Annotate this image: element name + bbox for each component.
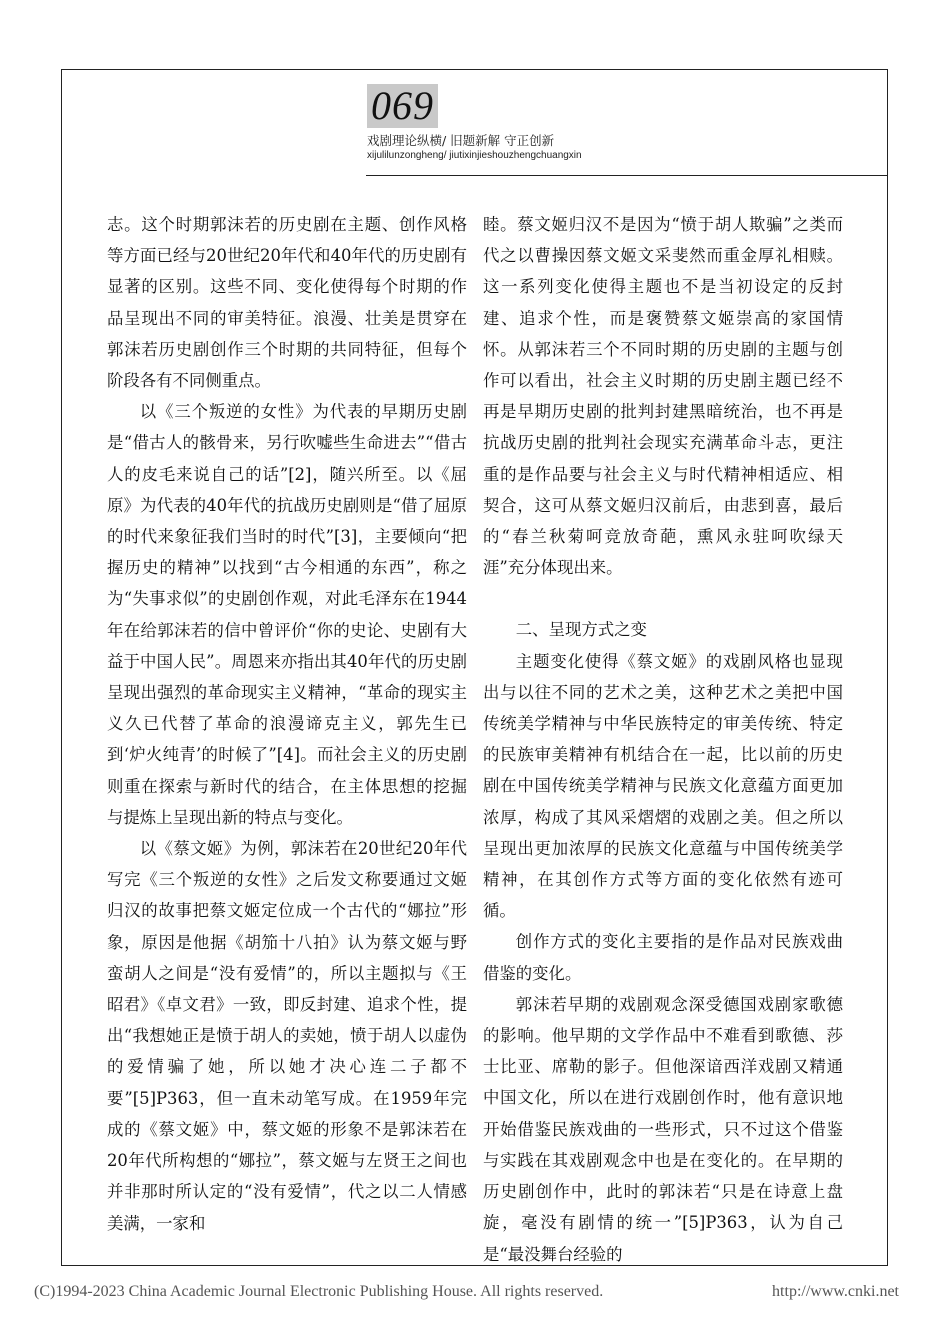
copyright-notice: (C)1994-2023 China Academic Journal Electronic Publishing House. All rights reserved. <box>34 1283 604 1300</box>
header-rule <box>366 175 888 176</box>
left-column <box>107 209 467 1239</box>
column-title: 戏剧理论纵横/ 旧题新解 守正创新 <box>367 133 555 148</box>
section-gap <box>483 583 843 614</box>
page-number: 069 <box>367 84 438 128</box>
section-heading: 二、呈现方式之变 <box>515 620 647 640</box>
body-paragraph: 以《三个叛逆的女性》为代表的早期历史剧是“借古人的骸骨来，另行吹嘘些生命进去”“借古人的皮毛来说自己的话”[2]，随兴所至。以《屈原》为代表的40年代的抗战历史剧则是“借了屈原的时代来象征我们当时的时代”[3]，主要倾向“把握历史的精神”以找到“古今相通的东西”，称之为“失事求似”的史剧创作观，对此毛泽东在1944年在给郭沫若的信中曾评价“你的史论、史剧有大益于中国人民”。周恩来亦指出其40年代的历史剧呈现出强烈的革命现实主义精神，“革命的现实主义久已代替了革命的浪漫谛克主义，郭先生已到‘炉火纯青’的时候了”[4]。而社会主义的历史剧则重在探索与新时代的结合，在主体思想的挖掘与提炼上呈现出新的特点与变化。 <box>107 402 467 827</box>
right-column <box>483 209 843 1270</box>
body-paragraph: 创作方式的变化主要指的是作品对民族戏曲借鉴的变化。 <box>483 932 843 983</box>
column-title-pinyin: xijulilunzongheng/ jiutixinjieshouzhengchuangxin <box>367 150 582 161</box>
body-paragraph: 主题变化使得《蔡文姬》的戏剧风格也显现出与以往不同的艺术之美，这种艺术之美把中国传统美学精神与中华民族特定的审美传统、特定的民族审美精神有机结合在一起，比以前的历史剧在中国传统美学精神与民族文化意蕴方面更加浓厚，构成了其风采熠熠的戏剧之美。但之所以呈现出更加浓厚的民族文化意蕴与中国传统美学精神，在其创作方式等方面的变化依然有迹可循。 <box>483 651 843 921</box>
body-paragraph: 以《蔡文姬》为例，郭沫若在20世纪20年代写完《三个叛逆的女性》之后发文称要通过文姬归汉的故事把蔡文姬定位成一个古代的“娜拉”形象，原因是他据《胡笳十八拍》认为蔡文姬与野蛮胡人之间是“没有爱情”的，所以主题拟与《王昭君》《卓文君》一致，即反封建、追求个性，提出“我想她正是愤于胡人的卖她，愤于胡人以虚伪的爱情骗了她，所以她才决心连二子都不要”[5]P363，但一直未动笔写成。在1959年完成的《蔡文姬》中，蔡文姬的形象不是郭沫若在20年代所构想的“娜拉”，蔡文姬与左贤王之间也并非那时所认定的“没有爱情”，代之以二人情感美满，一家和 <box>107 839 467 1233</box>
body-paragraph: 郭沫若早期的戏剧观念深受德国戏剧家歌德的影响。他早期的文学作品中不难看到歌德、莎士比亚、席勒的影子。但他深谙西洋戏剧又精通中国文化，所以在进行戏剧创作时，他有意识地开始借鉴民族戏曲的一些形式，只不过这个借鉴与实践在其戏剧观念中也是在变化的。在早期的历史剧创作中，此时的郭沫若“只是在诗意上盘旋，毫没有剧情的统一”[5]P363，认为自己是“最没舞台经验的 <box>483 994 843 1264</box>
publisher-url[interactable]: http://www.cnki.net <box>772 1283 899 1300</box>
body-paragraph: 睦。蔡文姬归汉不是因为“愤于胡人欺骗”之类而代之以曹操因蔡文姬文采斐然而重金厚礼相赎。这一系列变化使得主题也不是当初设定的反封建、追求个性，而是褒赞蔡文姬崇高的家国情怀。从郭沫若三个不同时期的历史剧的主题与创作可以看出，社会主义时期的历史剧主题已经不再是早期历史剧的批判封建黑暗统治，也不再是抗战历史剧的批判社会现实充满革命斗志，更注重的是作品要与社会主义与时代精神相适应、相契合，这可从蔡文姬归汉前后，由悲到喜，最后的“春兰秋菊呵竞放奇葩，熏风永驻呵吹绿天涯”充分体现出来。 <box>483 215 843 578</box>
body-paragraph: 志。这个时期郭沫若的历史剧在主题、创作风格等方面已经与20世纪20年代和40年代的历史剧有显著的区别。这些不同、变化使得每个时期的作品呈现出不同的审美特征。浪漫、壮美是贯穿在郭沫若历史剧创作三个时期的共同特征，但每个阶段各有不同侧重点。 <box>107 215 467 391</box>
